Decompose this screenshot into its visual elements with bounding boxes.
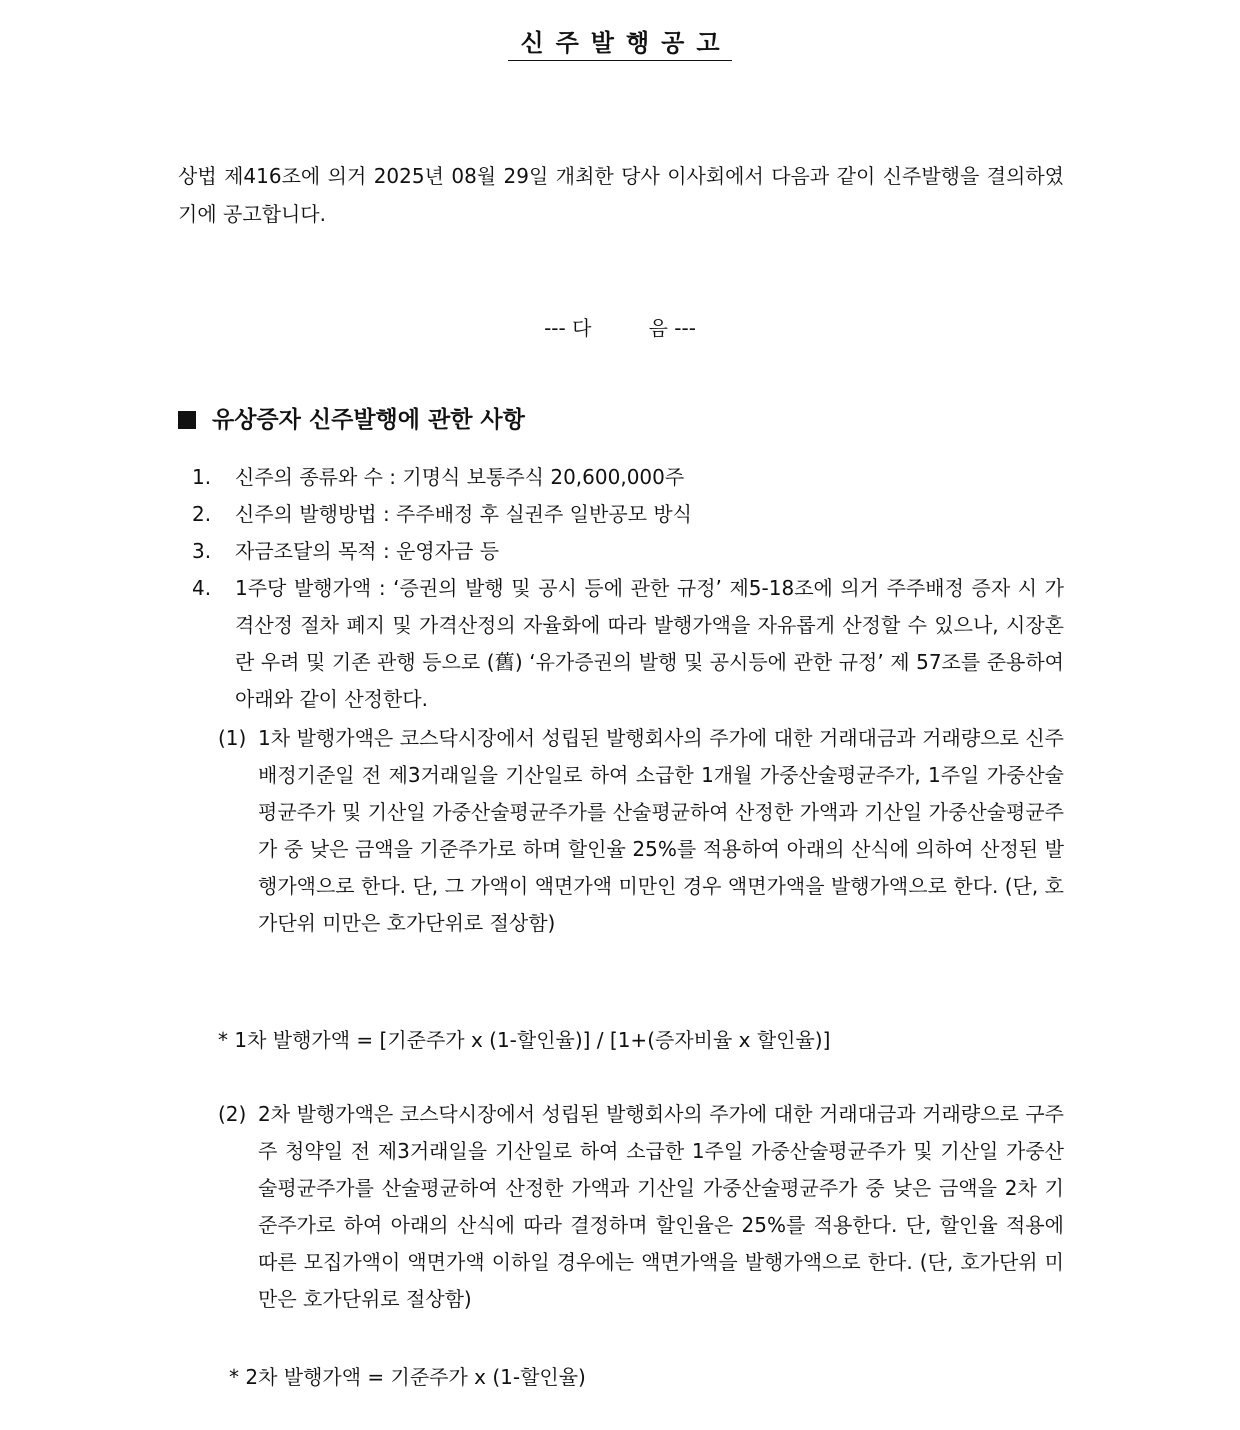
section-heading-text: 유상증자 신주발행에 관한 사항 (212, 407, 525, 433)
document-title-text: 신주발행공고 (508, 28, 731, 61)
sub-item-text: 2차 발행가액은 코스닥시장에서 성립된 발행회사의 주가에 대한 거래대금과 거래량으로 구주주 청약일 전 제3거래일을 기산일로 하여 소급한 1주일 가중산술평균주가 및 기산일 가중산술평균주가를 산술평균하여 산정한 가액과 기산일 가중산술평균주가 중 낮은 금액을 2차 기준주가로 하여 아래의 산식에 따라 결정하며 할인율은 25%를 적용한다. 단, 할인율 적용에 따른 모집가액이 액면가액 이하일 경우에는 액면가액을 발행가액으로 한다. (단, 호가단위 미만은 호가단위로 절상함) (258, 1102, 1064, 1311)
list-item-number: 2. (192, 502, 212, 526)
list-item-number: 3. (192, 539, 212, 563)
list-item-number: 4. (192, 576, 212, 600)
list-item (192, 533, 1064, 570)
black-square-icon (178, 411, 196, 429)
sub-item-first-price (218, 720, 1064, 942)
numbered-list (192, 459, 1064, 718)
sub-item-second-price (218, 1096, 1064, 1318)
list-item (192, 459, 1064, 496)
sub-item-text: 1차 발행가액은 코스닥시장에서 성립된 발행회사의 주가에 대한 거래대금과 거래량으로 신주배정기준일 전 제3거래일을 기산일로 하여 소급한 1개월 가중산술평균주가, 1주일 가중산술평균주가 및 기산일 가중산술평균주가를 산술평균하여 산정한 가액과 기산일 가중산술평균주가 중 낮은 금액을 기준주가로 하며 할인율 25%를 적용하여 아래의 산식에 의하여 산정된 발행가액으로 한다. 단, 그 가액이 액면가액 미만인 경우 액면가액을 발행가액으로 한다. (단, 호가단위 미만은 호가단위로 절상함) (258, 726, 1064, 935)
list-item-text: 1주당 발행가액 : ‘증권의 발행 및 공시 등에 관한 규정’ 제5-18조에 의거 주주배정 증자 시 가격산정 절차 폐지 및 가격산정의 자율화에 따라 발행가액을 자유롭게 산정할 수 있으나, 시장혼란 우려 및 기존 관행 등으로 (舊) ‘유가증권의 발행 및 공시등에 관한 규정’ 제 57조를 준용하여 아래와 같이 산정한다. (235, 576, 1064, 711)
formula-first-price: * 1차 발행가액 = [기준주가 x (1-할인율)] / [1+(증자비율 x 할인율)] (218, 1028, 831, 1052)
list-item-number: 1. (192, 465, 212, 489)
intro-paragraph: 상법 제416조에 의거 2025년 08월 29일 개최한 당사 이사회에서 다음과 같이 신주발행을 결의하였기에 공고합니다. (178, 164, 1064, 226)
list-item (192, 570, 1064, 718)
list-item-text: 신주의 발행방법 : 주주배정 후 실권주 일반공모 방식 (235, 502, 692, 526)
sub-item-number: (2) (218, 1102, 247, 1126)
list-item-text: 자금조달의 목적 : 운영자금 등 (235, 539, 500, 563)
document-title (0, 28, 1240, 61)
list-item-text: 신주의 종류와 수 : 기명식 보통주식 20,600,000주 (235, 465, 685, 489)
section-heading (178, 402, 1064, 438)
divider-heading: --- 다 음 --- (544, 316, 696, 340)
formula-second-price: * 2차 발행가액 = 기준주가 x (1-할인율) (229, 1365, 586, 1389)
list-item (192, 496, 1064, 533)
sub-item-number: (1) (218, 726, 247, 750)
